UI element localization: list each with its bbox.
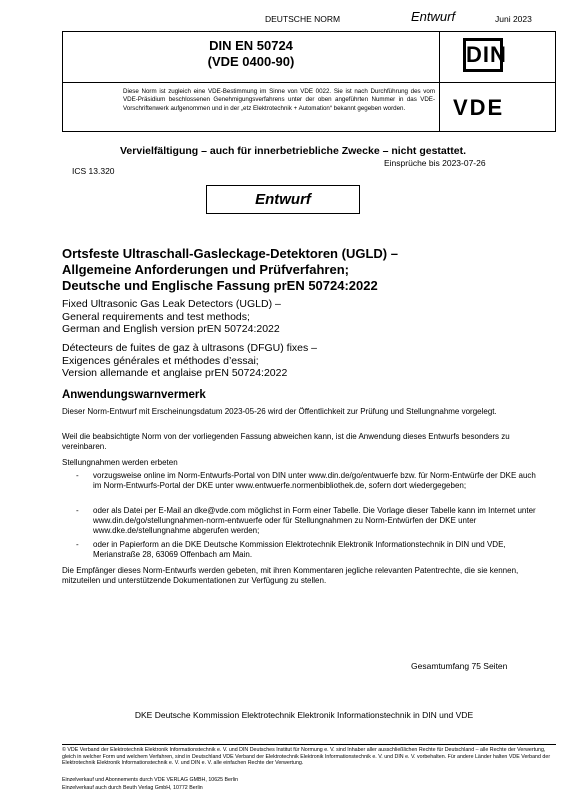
copyright-notice: © VDE Verband der Elektrotechnik Elektronik Informationstechnik e. V. und DIN Deutsches Institut für Normung e. V. sind Inhaber aller ausschließlichen Rechte für Deutschland – alle Rechte der Verwertung, gleich in welcher Form und welchem Verfahren, sind in Deutschland VDE Verband der Elektrotechnik Elektronik Informationstechnik e. V. und DIN e. V. vorbehalten. Für andere Länder halten VDE Verband der Elektrotechnik Elektronik Informationstechnik e. V. und DIN e. V. alle einfachen Rechte der Verwertung. — [62, 747, 551, 767]
title-english — [62, 298, 542, 336]
list-bullet: - — [76, 540, 79, 549]
comments-intro: Stellungnahmen werden erbeten — [62, 458, 178, 467]
sales-line: Einzelverkauf auch durch Beuth Verlag GmbH, 10772 Berlin — [62, 785, 203, 791]
box-divider-horizontal — [63, 82, 555, 83]
objection-deadline: Einsprüche bis 2023-07-26 — [384, 158, 486, 168]
title-de-line: Deutsche und Englische Fassung prEN 50724:2022 — [62, 278, 378, 293]
dke-line: DKE Deutsche Kommission Elektrotechnik Elektronik Informationstechnik in DIN und VDE — [134, 710, 474, 720]
title-en-line: General requirements and test methods; — [62, 310, 250, 323]
warning-paragraph: Weil die beabsichtigte Norm von der vorliegenden Fassung abweichen kann, ist die Anwendung dieses Entwurfs besonders zu vereinbaren. — [62, 432, 510, 452]
title-french — [62, 342, 542, 380]
title-german — [62, 246, 542, 294]
title-de-line: Ortsfeste Ultraschall-Gasleckage-Detektoren (UGLD) – — [62, 246, 398, 261]
ics-code: ICS 13.320 — [72, 166, 115, 176]
patent-note: Die Empfänger dieses Norm-Entwurfs werden gebeten, mit ihren Kommentaren jegliche relevanten Patentrechte, die sie kennen, mitzuteilen und unterstützende Dokumentationen zur Verfügung zu stellen. — [62, 566, 519, 586]
title-en-line: German and English version prEN 50724:2022 — [62, 323, 280, 335]
warning-heading: Anwendungswarnvermerk — [62, 389, 206, 401]
publication-date: Juni 2023 — [495, 14, 532, 24]
title-fr-line: Exigences générales et méthodes d’essai; — [62, 354, 259, 367]
document-type: DEUTSCHE NORM — [265, 14, 341, 24]
din-logo: DIN — [463, 38, 503, 72]
draft-label: Entwurf — [411, 9, 456, 24]
list-item: oder als Datei per E-Mail an dke@vde.com möglichst in Form einer Tabelle. Die Vorlage dieser Tabelle kann im Internet unter www.din.de/go/stellungnahmen-norm-entwuerfe oder für Stellungnahmen zu Norm-Entwürfen der DKE unter www.dke.de/stellungnahme abgerufen werden; — [93, 506, 536, 536]
title-fr-line: Version allemande et anglaise prEN 50724:2022 — [62, 367, 288, 379]
list-bullet: - — [76, 506, 79, 515]
standard-number — [63, 38, 439, 70]
list-item: oder in Papierform an die DKE Deutsche Kommission Elektrotechnik Elektronik Informationstechnik in DIN und VDE, Merianstraße 28, 63069 Offenbach am Main. — [93, 540, 506, 560]
title-fr-line: Détecteurs de fuites de gaz à ultrasons (DFGU) fixes – — [62, 342, 318, 354]
din-number: DIN EN 50724 — [209, 38, 293, 53]
title-de-line: Allgemeine Anforderungen und Prüfverfahren; — [62, 262, 349, 277]
standard-id-box — [62, 31, 556, 132]
title-en-line: Fixed Ultrasonic Gas Leak Detectors (UGLD) – — [62, 298, 281, 310]
sales-line: Einzelverkauf und Abonnements durch VDE VERLAG GMBH, 10625 Berlin — [62, 777, 239, 783]
footer-divider — [62, 744, 556, 745]
vde-number: (VDE 0400-90) — [207, 54, 295, 69]
list-bullet: - — [76, 471, 79, 480]
vde-logo: VDE — [453, 95, 505, 120]
list-item: vorzugsweise online im Norm-Entwurfs-Portal von DIN unter www.din.de/go/entwuerfe bzw. für Norm-Entwürfe der DKE auch im Norm-Entwurfs-Portal der DKE unter www.entwuerfe.normenbibliothek.de, sofern dort wiedergegeben; — [93, 471, 536, 491]
vde-statement: Diese Norm ist zugleich eine VDE-Bestimmung im Sinne von VDE 0022. Sie ist nach Durchführung des vom VDE-Präsidium beschlossenen Genehmigungsverfahrens unter der oben angeführten Nummer in das VDE-Vorschriftenwerk aufgenommen und in der „etz Elektrotechnik + Automation“ bekannt gegeben worden. — [123, 88, 435, 112]
copy-notice: Vervielfältigung – auch für innerbetriebliche Zwecke – nicht gestattet. — [120, 145, 467, 157]
draft-stamp: Entwurf — [206, 185, 360, 214]
warning-paragraph: Dieser Norm-Entwurf mit Erscheinungsdatum 2023-05-26 wird der Öffentlichkeit zur Prüfung und Stellungnahme vorgelegt. — [62, 407, 497, 416]
page-count: Gesamtumfang 75 Seiten — [411, 661, 508, 671]
